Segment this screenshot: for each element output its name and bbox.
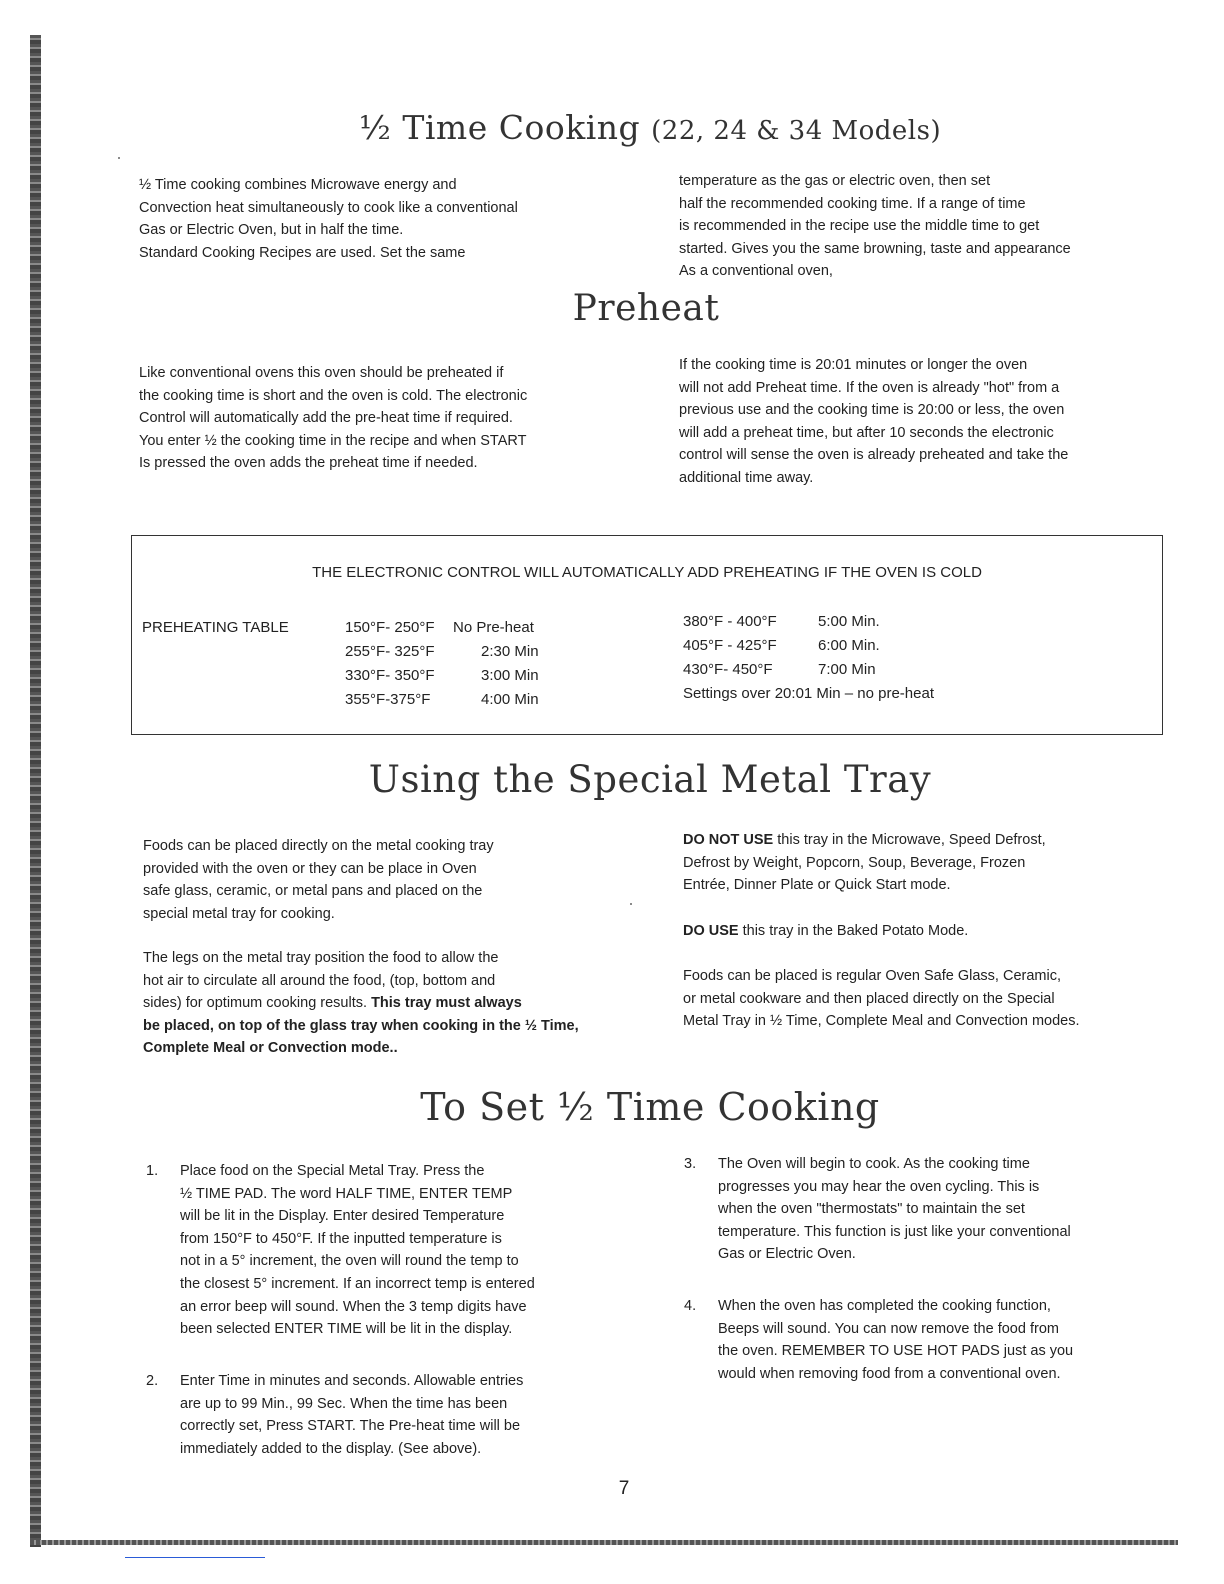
metal-tray-left-p2 (143, 947, 663, 1060)
metal-tray-right-p2-normal: this tray in the Baked Potato Mode. (738, 923, 969, 939)
metal-tray-right-p1-normal: this tray in the Microwave, Speed Defrost, Defrost by Weight, Popcorn, Soup, Beverage, Frozen Entrée, Dinner Plate or Quick Start mode. (683, 832, 1046, 894)
preheat-time: 3:00 Min (481, 667, 539, 684)
preheat-left-text: Like conventional ovens this oven should be preheated if the cooking time is short and the oven is cold. The electronic Control will automatically add the pre-heat time if required. You enter ½ the cooking time in the recipe and when START Is pressed the oven adds the preheat time if needed. (139, 365, 528, 472)
half-time-subtitle: (22, 24 & 34 Models) (651, 116, 942, 146)
preheat-note: Settings over 20:01 Min – no pre-heat (683, 685, 934, 702)
preheat-range: 255°F- 325°F (345, 643, 435, 660)
preheat-range: 380°F - 400°F (683, 613, 777, 630)
step-number: 3. (684, 1156, 697, 1172)
preheat-time: 4:00 Min (481, 691, 539, 708)
metal-tray-left-p2-bold: This tray must always be placed, on top of the glass tray when cooking in the ½ Time, Complete Meal or Convection mode.. (143, 995, 579, 1057)
metal-tray-left-p2-normal: The legs on the metal tray position the food to allow the hot air to circulate all around the food, (top, bottom and sides) for optimum cooking results. (143, 950, 499, 1012)
preheat-range: 430°F- 450°F (683, 661, 773, 678)
page-number: 7 (618, 1478, 630, 1499)
half-time-heading (300, 108, 1000, 147)
half-time-right-text: temperature as the gas or electric oven, then set half the recommended cooking time. If a range of time is recommended in the recipe use the middle time to get started. Gives you the same browning, taste and appearance As a conventional oven, (679, 173, 1071, 280)
preheat-time: No Pre-heat (453, 619, 534, 636)
preheat-heading: Preheat (572, 288, 720, 329)
scan-speck (118, 157, 120, 159)
preheat-notice-box (131, 535, 1163, 735)
step-text: Enter Time in minutes and seconds. Allowable entries are up to 99 Min., 99 Sec. When the time has been correctly set, Press START. The Pre-heat time will be immediately added to the display. (See above). (180, 1373, 524, 1457)
footer-rule (125, 1557, 265, 1558)
step-number: 4. (684, 1298, 697, 1314)
set-half-time-heading: To Set ½ Time Cooking (420, 1085, 880, 1129)
preheating-table-label: PREHEATING TABLE (142, 619, 289, 636)
preheat-range: 150°F- 250°F (345, 619, 435, 636)
preheat-right-text: If the cooking time is 20:01 minutes or longer the oven will not add Preheat time. If the oven is already "hot" from a previous use and the cooking time is 20:00 or less, the oven will add a preheat time, but after 10 seconds the electronic control will sense the oven is already preheated and take the additional time away. (679, 357, 1069, 486)
step-text: Place food on the Special Metal Tray. Press the ½ TIME PAD. The word HALF TIME, ENTER TEMP will be lit in the Display. Enter desired Temperature from 150°F to 450°F. If the inputted temperature is not in a 5° increment, the oven will round the temp to the closest 5° increment. If an incorrect temp is entered an error beep will sound. When the 3 temp digits have been selected ENTER TIME will be lit in the display. (180, 1163, 535, 1338)
preheat-notice-title: THE ELECTRONIC CONTROL WILL AUTOMATICALLY ADD PREHEATING IF THE OVEN IS COLD (312, 564, 982, 581)
preheat-time: 7:00 Min (818, 661, 876, 678)
preheat-range: 355°F-375°F (345, 691, 431, 708)
preheat-time: 2:30 Min (481, 643, 539, 660)
preheat-range: 405°F - 425°F (683, 637, 777, 654)
preheat-time: 6:00 Min. (818, 637, 880, 654)
scan-left-edge (30, 35, 41, 1547)
preheat-time: 5:00 Min. (818, 613, 880, 630)
step-text: When the oven has completed the cooking function, Beeps will sound. You can now remove the food from the oven. REMEMBER TO USE HOT PADS just as you would when removing food from a conventional oven. (718, 1298, 1074, 1382)
metal-tray-right-p3: Foods can be placed is regular Oven Safe Glass, Ceramic, or metal cookware and then placed directly on the Special Metal Tray in ½ Time, Complete Meal and Convection modes. (683, 968, 1080, 1030)
do-use-label: DO USE (683, 923, 739, 939)
metal-tray-right-p2 (683, 920, 1153, 943)
metal-tray-left-p1: Foods can be placed directly on the metal cooking tray provided with the oven or they can be place in Oven safe glass, ceramic, or metal pans and placed on the special metal tray for cooking. (143, 838, 494, 922)
step-number: 2. (146, 1373, 159, 1389)
metal-tray-right-p1 (683, 829, 1153, 897)
step-number: 1. (146, 1163, 159, 1179)
half-time-title: ½ Time Cooking (358, 108, 641, 147)
step-text: The Oven will begin to cook. As the cooking time progresses you may hear the oven cycling. This is when the oven "thermostats" to maintain the set temperature. This function is just like your conventional Gas or Electric Oven. (718, 1156, 1071, 1263)
preheat-range: 330°F- 350°F (345, 667, 435, 684)
scan-bottom-edge (30, 1540, 1178, 1545)
do-not-use-label: DO NOT USE (683, 832, 774, 848)
metal-tray-heading: Using the Special Metal Tray (368, 758, 932, 801)
half-time-left-text: ½ Time cooking combines Microwave energy and Convection heat simultaneously to cook like a conventional Gas or Electric Oven, but in half the time. Standard Cooking Recipes are used. Set the same (139, 177, 518, 261)
